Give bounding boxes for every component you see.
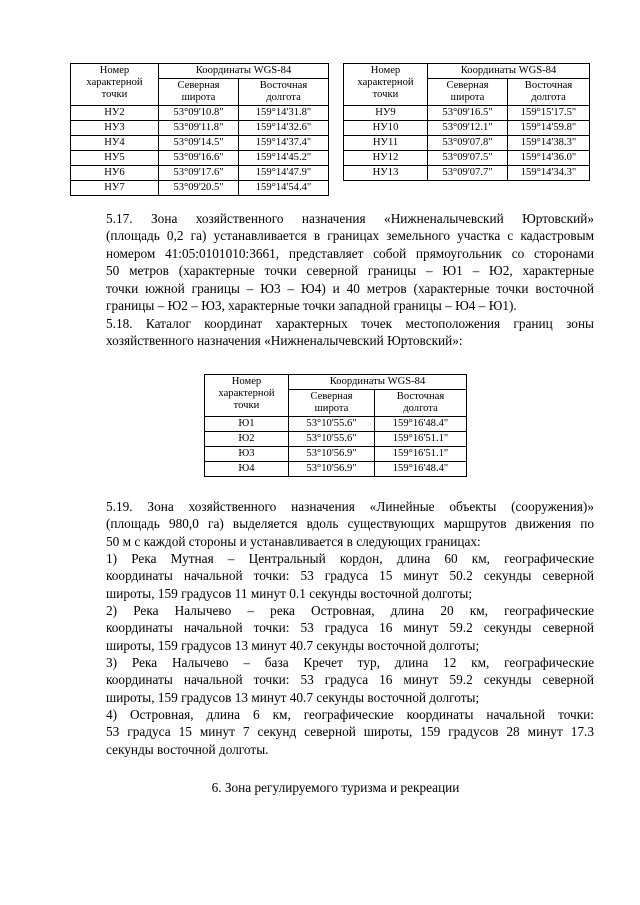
list-item-1: 1) Река Мутная – Центральный кордон, длина 60 км, географические координаты начальной точки: 53 градуса 15 минут 50.2 секунды северной широты, 159 градусов 11 минут 0.1 секунды восточной долготы; [106,551,594,601]
header-coords: Координаты WGS-84 [159,64,329,79]
header-coords: Координаты WGS-84 [289,375,467,390]
header-lon: Восточная долгота [239,79,329,106]
header-lon: Восточная долгота [508,79,590,106]
table-row: Ю4 53°10'56.9" 159°16'48.4" [205,462,467,477]
header-coords: Координаты WGS-84 [428,64,590,79]
table-row: НУ9 53°09'16.5" 159°15'17.5" [344,106,590,121]
table-row: НУ5 53°09'16.6" 159°14'45.2" [71,151,329,166]
paragraph-5-17: 5.17. Зона хозяйственного назначения «Нижненалычевский Юртовский» (площадь 0,2 га) устанавливается в границах земельного участка с кадастровым номером 41:05:0101010:3661, представляет собой прямоугольник со сторонами 50 метров (характерные точки северной границы – Ю1 – Ю2, характерные точки южной границы – Ю3 – Ю4) и 40 метров (характерные точки восточной границы – Ю2 – Ю3, характерные точки западной границы – Ю4 – Ю1). [106,211,594,314]
coords-table-left [70,63,329,196]
table-row: НУ6 53°09'17.6" 159°14'47.9" [71,166,329,181]
table-row: Ю2 53°10'55.6" 159°16'51.1" [205,432,467,447]
header-number: Номер характерной точки [344,64,428,106]
table-row: НУ10 53°09'12.1" 159°14'59.8" [344,121,590,136]
table-row: НУ7 53°09'20.5" 159°14'54.4" [71,181,329,196]
paragraph-5-19: 5.19. Зона хозяйственного назначения «Линейные объекты (сооружения)» (площадь 980,0 га) выделяется вдоль существующих маршрутов движения по 50 м с каждой стороны и устанавливается в следующих границах: [106,499,594,549]
paragraph-5-18: 5.18. Каталог координат характерных точек местоположения границ зоны хозяйственного назначения «Нижненалычевский Юртовский»: [106,316,594,349]
table-row: НУ12 53°09'07.5" 159°14'36.0" [344,151,590,166]
list-item-2: 2) Река Налычево – река Островная, длина 20 км, географические координаты начальной точки: 53 градуса 16 минут 59.2 секунды северной широты, 159 градусов 13 минут 40.7 секунды восточной долготы; [106,603,594,653]
table-row: НУ4 53°09'14.5" 159°14'37.4" [71,136,329,151]
table-row: НУ3 53°09'11.8" 159°14'32.6" [71,121,329,136]
table-row: Ю3 53°10'56.9" 159°16'51.1" [205,447,467,462]
coords-table-right [343,63,590,181]
table-row: НУ13 53°09'07.7" 159°14'34.3" [344,166,590,181]
section-heading: 6. Зона регулируемого туризма и рекреации [211,780,460,795]
header-lon: Восточная долгота [375,390,467,417]
list-item-4: 4) Островная, длина 6 км, географические координаты начальной точки: 53 градуса 15 минут 7 секунд северной широты, 159 градусов 28 минут 17.3 секунды восточной долготы. [106,707,594,757]
header-number: Номер характерной точки [205,375,289,417]
coords-table-center [204,374,467,477]
table-row: НУ2 53°09'10.8" 159°14'31.8" [71,106,329,121]
header-lat: Северная широта [428,79,508,106]
table-row: Ю1 53°10'55.6" 159°16'48.4" [205,417,467,432]
header-lat: Северная широта [289,390,375,417]
table-row: НУ11 53°09'07.8" 159°14'38.3" [344,136,590,151]
list-item-3: 3) Река Налычево – база Кречет тур, длина 12 км, географические координаты начальной точки: 53 градуса 16 минут 59.2 секунды северной широты, 159 градусов 13 минут 40.7 секунды восточной долготы; [106,655,594,705]
header-number: Номер характерной точки [71,64,159,106]
header-lat: Северная широта [159,79,239,106]
